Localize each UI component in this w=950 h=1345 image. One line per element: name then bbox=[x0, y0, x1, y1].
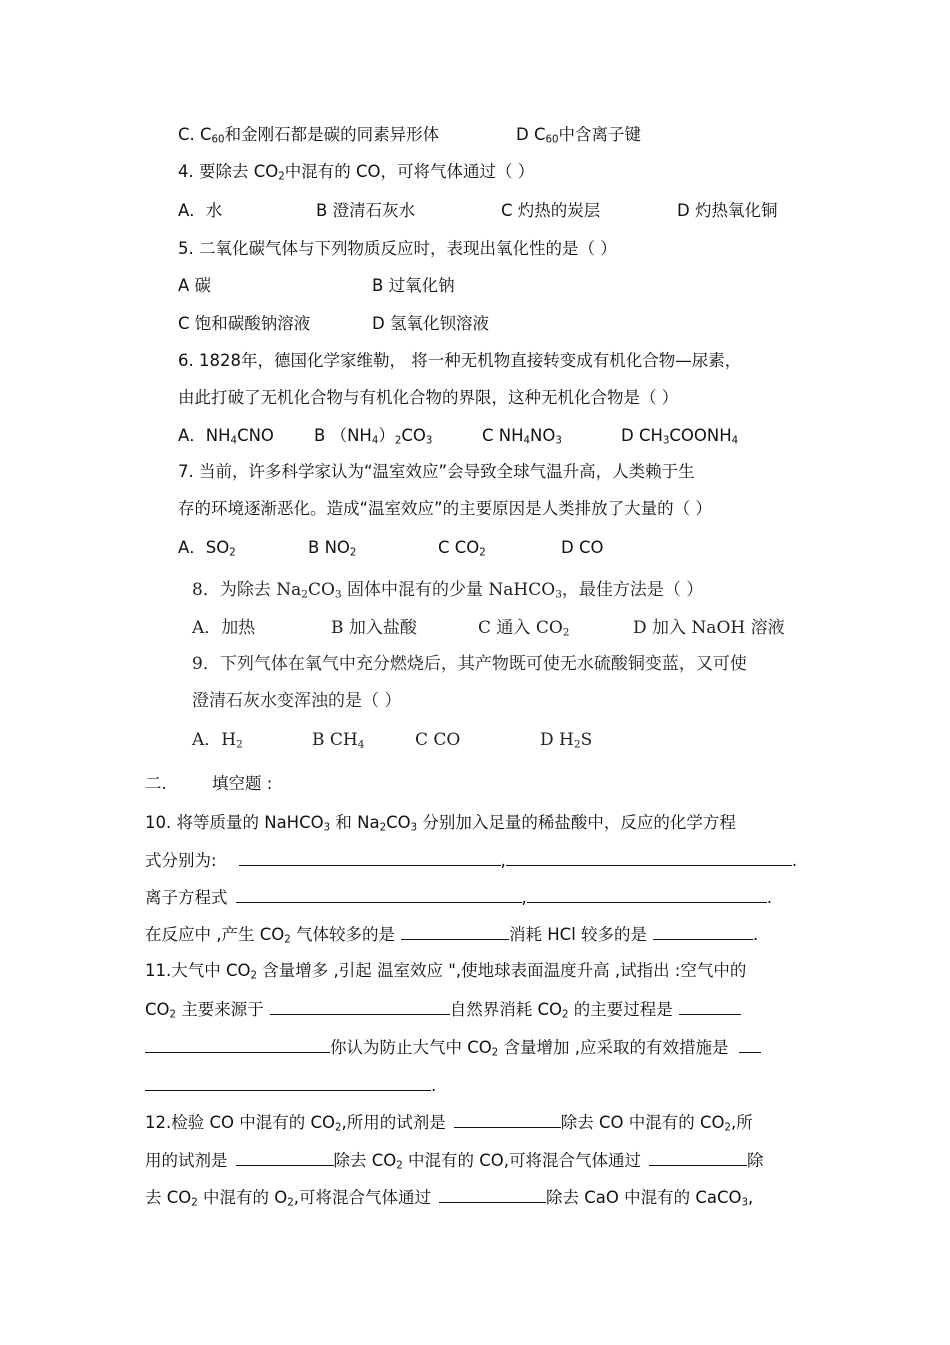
answer-blank[interactable] bbox=[527, 886, 767, 903]
q6-option-b: B $(NH_4)_2CO_3$ bbox=[314, 426, 433, 447]
q11-answer-line: . bbox=[145, 1074, 436, 1097]
q7-option-b: B $NO_2$ bbox=[308, 538, 357, 559]
q3-option-c: C. $C_{60}$和金刚石都是碳的同素异形体 bbox=[178, 125, 440, 146]
q8-option-c: C 通入 $CO_2$ bbox=[478, 618, 570, 639]
q10-equation-line: 式分别为: , . bbox=[145, 851, 798, 870]
answer-blank[interactable] bbox=[506, 849, 792, 866]
q7-option-d: D CO bbox=[561, 538, 604, 557]
answer-blank[interactable] bbox=[454, 1111, 561, 1128]
q9-option-a: A．$H_2$ bbox=[192, 730, 243, 751]
answer-blank[interactable] bbox=[145, 1074, 431, 1091]
q9-option-b: B $CH_4$ bbox=[312, 730, 365, 751]
q9-stem-line2: 澄清石灰水变浑浊的是（ ） bbox=[192, 691, 402, 711]
q7-stem-line2: 存的环境逐渐恶化。造成“温室效应”的主要原因是人类排放了大量的（ ） bbox=[178, 499, 712, 518]
answer-blank[interactable] bbox=[236, 886, 522, 903]
answer-blank[interactable] bbox=[649, 1149, 747, 1166]
section-title: 填空题 : bbox=[212, 774, 273, 793]
q7-stem-line1: 7. 当前，许多科学家认为“温室效应”会导致全球气温升高，人类赖于生 bbox=[178, 462, 695, 481]
q8-stem: 8．为除去 $Na_2CO_3$ 固体中混有的少量 NaHCO$_3$，最佳方法是（ ） bbox=[192, 580, 704, 601]
q10-stem-line1: 10. 将等质量的 NaHCO$_3$ 和 $Na_2CO_3$ 分别加入足量的稀盐酸中，反应的化学方程 bbox=[145, 813, 736, 834]
answer-blank[interactable] bbox=[739, 1036, 761, 1053]
q6-stem-line1: 6. 1828年，德国化学家维勒， 将一种无机物直接转变成有机化合物—尿素， bbox=[178, 351, 742, 370]
q3-option-d: D $C_{60}$中含离子键 bbox=[516, 125, 641, 146]
q5-option-d: D 氢氧化钡溶液 bbox=[372, 314, 489, 333]
q9-option-d: D $H_2S$ bbox=[540, 730, 593, 751]
q6-option-c: C $NH_4NO_3$ bbox=[482, 426, 562, 447]
answer-blank[interactable] bbox=[653, 923, 753, 940]
q5-option-c: C 饱和碳酸钠溶液 bbox=[178, 314, 311, 333]
q4-option-c: C 灼热的炭层 bbox=[501, 201, 601, 220]
q12-stem-line2: 用的试剂是 除去 $CO_2$ 中混有的 CO,可将混合气体通过 除 bbox=[145, 1151, 764, 1172]
q7-option-a: A．$SO_2$ bbox=[178, 538, 236, 559]
q11-stem-line1: 11.大气中 $CO_2$ 含量增多 ,引起 温室效应 ",使地球表面温度升高 ,试指出 :空气中的 bbox=[145, 961, 747, 982]
answer-blank[interactable] bbox=[679, 998, 741, 1015]
answer-blank[interactable] bbox=[270, 998, 450, 1015]
q10-result-line: 在反应中 ,产生 $CO_2$ 气体较多的是 消耗 HCl 较多的是 . bbox=[145, 925, 759, 946]
section-number: 二. bbox=[145, 774, 167, 793]
q11-stem-line2: $CO_2$ 主要来源于 自然界消耗 $CO_2$ 的主要过程是 bbox=[145, 998, 741, 1021]
q5-stem: 5. 二氧化碳气体与下列物质反应时，表现出氧化性的是（ ） bbox=[178, 239, 617, 258]
q11-stem-line3: 你认为防止大气中 $CO_2$ 含量增加 ,应采取的有效措施是 bbox=[145, 1036, 761, 1059]
q8-option-a: A．加热 bbox=[192, 618, 256, 638]
answer-blank[interactable] bbox=[401, 923, 509, 940]
q4-option-b: B 澄清石灰水 bbox=[316, 201, 416, 220]
q12-stem-line3: 去 $CO_2$ 中混有的 $O_2$,可将混合气体通过 除去 CaO 中混有的 CaCO$_3$, bbox=[145, 1188, 754, 1209]
q8-option-d: D 加入 NaOH 溶液 bbox=[633, 618, 785, 638]
q7-option-c: C $CO_2$ bbox=[438, 538, 486, 559]
q9-option-c: C CO bbox=[415, 730, 461, 750]
q4-stem: 4. 要除去 $CO_2$中混有的 CO，可将气体通过（ ） bbox=[178, 162, 535, 183]
q5-option-a: A 碳 bbox=[178, 276, 212, 295]
answer-blank[interactable] bbox=[236, 1149, 334, 1166]
q6-option-d: D $CH_3COONH_4$ bbox=[621, 426, 739, 447]
answer-blank[interactable] bbox=[239, 849, 501, 866]
q5-option-b: B 过氧化钠 bbox=[372, 276, 455, 295]
q12-stem-line1: 12.检验 CO 中混有的 $CO_2$,所用的试剂是 除去 CO 中混有的 $CO_2$,所 bbox=[145, 1113, 753, 1134]
q8-option-b: B 加入盐酸 bbox=[331, 618, 417, 638]
answer-blank[interactable] bbox=[145, 1036, 330, 1053]
q4-option-a: A．水 bbox=[178, 201, 223, 220]
q6-stem-line2: 由此打破了无机化合物与有机化合物的界限，这种无机化合物是（ ） bbox=[178, 388, 679, 407]
answer-blank[interactable] bbox=[439, 1186, 546, 1203]
q4-option-d: D 灼热氧化铜 bbox=[677, 201, 778, 220]
q6-option-a: A．$NH_4CNO$ bbox=[178, 426, 274, 447]
q10-ionic-line: 离子方程式 , . bbox=[145, 888, 772, 907]
q9-stem-line1: 9．下列气体在氧气中充分燃烧后，其产物既可使无水硫酸铜变蓝，又可使 bbox=[192, 654, 747, 674]
